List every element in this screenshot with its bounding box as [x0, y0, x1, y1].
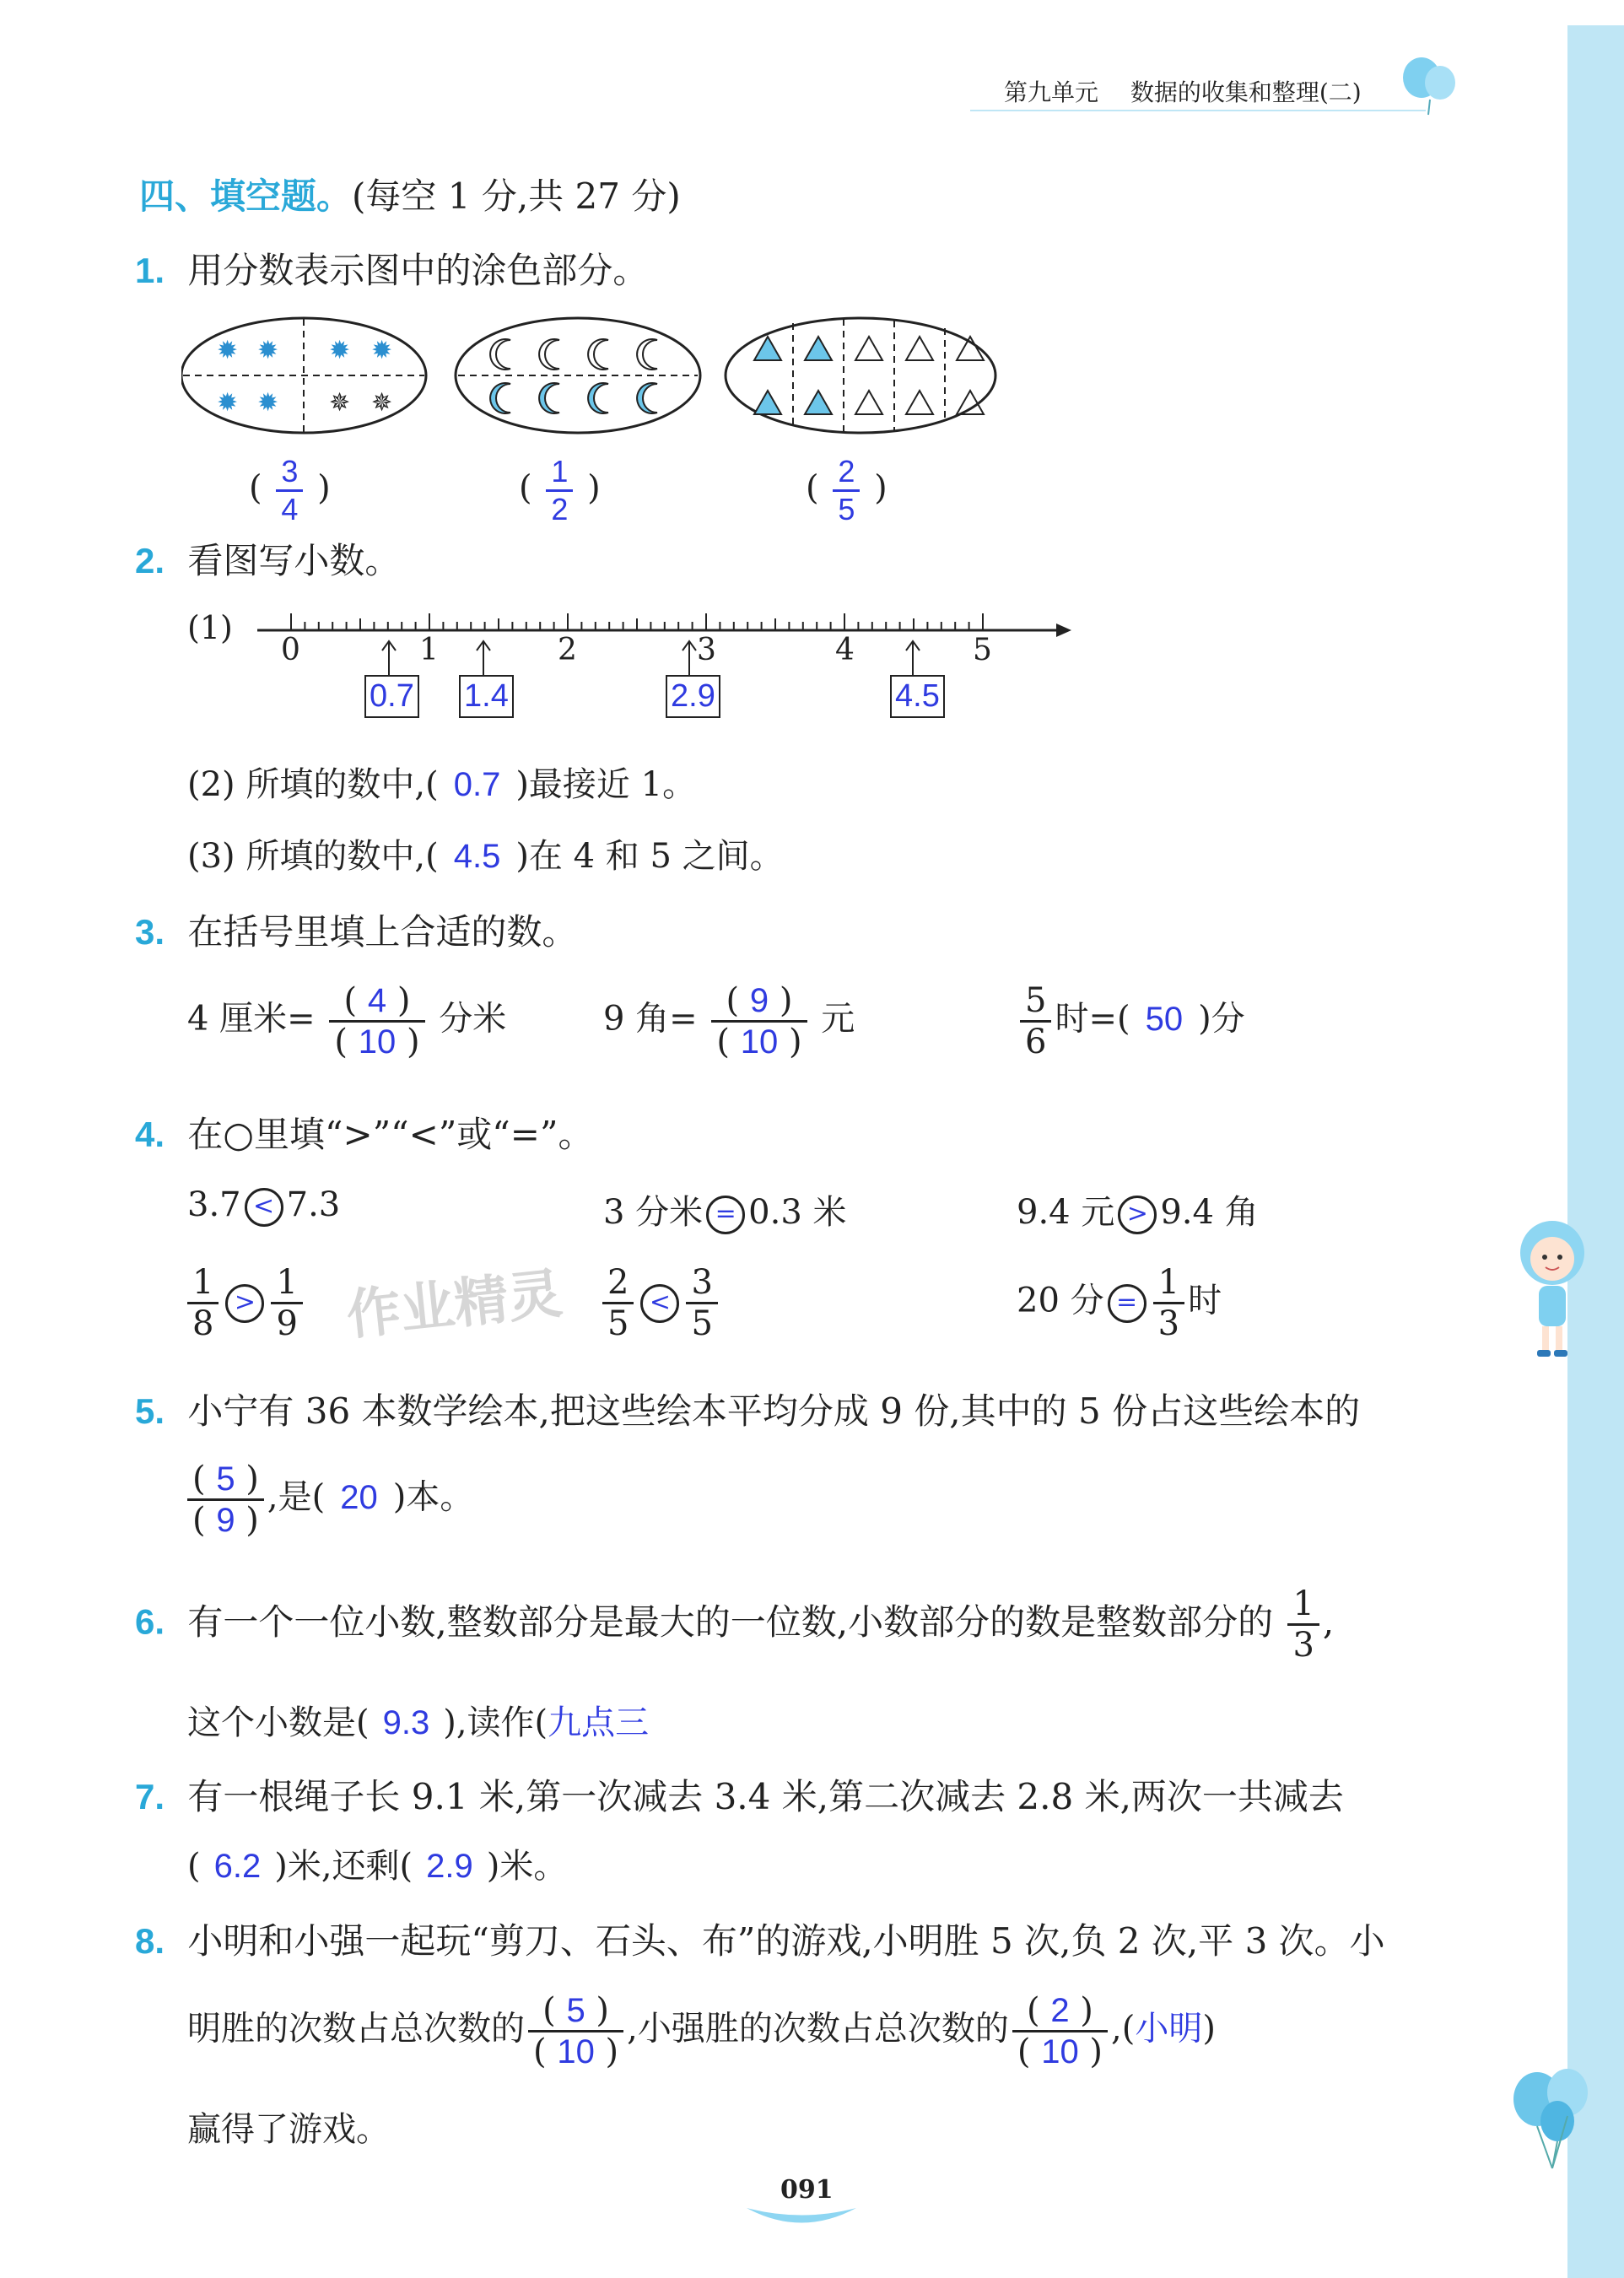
q3-item-c — [1017, 981, 1245, 1061]
question-text: 有一个一位小数,整数部分是最大的一位数,小数部分的数是整数部分的 — [187, 1601, 1274, 1643]
section-title: 四、填空题。 — [139, 175, 353, 217]
question-5 — [135, 1384, 1360, 1434]
q2-part-3-prefix: (3) 所填的数中,( — [187, 837, 439, 876]
svg-text:✵: ✵ — [371, 388, 393, 418]
q3-b-numerator: 9 — [749, 982, 769, 1019]
q1-figures — [181, 316, 1008, 451]
q5-numerator: 5 — [216, 1460, 235, 1498]
q3-item-a — [187, 981, 506, 1061]
tick-label-5: 5 — [973, 633, 992, 667]
fraction-denominator: 5 — [838, 492, 855, 526]
fraction-denominator: 2 — [551, 492, 569, 526]
fraction-denominator: 4 — [281, 492, 299, 526]
fraction-numerator: 1 — [546, 454, 573, 492]
compare-circle: = — [706, 1196, 745, 1234]
question-number: 2. — [135, 541, 165, 580]
svg-text:✵: ✵ — [329, 388, 351, 418]
question-text: 有一根绳子长 9.1 米,第一次减去 3.4 米,第二次减去 2.8 米,两次一共减去 — [187, 1776, 1344, 1817]
q6-answer-number: 9.3 — [382, 1704, 430, 1741]
q8-numerator-1: 5 — [566, 1992, 585, 2029]
question-7 — [135, 1769, 1344, 1820]
question-text: 看图写小数。 — [187, 540, 401, 581]
q3-a-suffix: 分米 — [439, 999, 507, 1039]
q4-right-value: 0.3 米 — [748, 1193, 847, 1232]
q1-answer-3: ( $\frac{2}{5}$ ) — [806, 454, 888, 526]
fraction-denominator: 3 — [1292, 1626, 1314, 1665]
balloon-icon — [1396, 51, 1464, 118]
q2-part-3 — [187, 829, 784, 877]
fraction-denominator: 9 — [276, 1304, 298, 1343]
q4-left-value: 3.7 — [187, 1185, 241, 1224]
q6-answer-reading: 九点三 — [548, 1703, 650, 1742]
compare-circle: < — [245, 1188, 283, 1227]
q8-answer: 小明 — [1135, 2009, 1203, 2049]
question-6 — [135, 1584, 1334, 1665]
tick-label-0: 0 — [281, 633, 300, 667]
answer-box-4: 4.5 — [890, 675, 945, 718]
q6-middle: ),读作( — [443, 1703, 548, 1742]
answer-box-1: 0.7 — [364, 675, 419, 718]
answer-box-3: 2.9 — [666, 675, 720, 718]
q8-line-3: 赢得了游戏。 — [187, 2110, 390, 2149]
q4-left-value: 9.4 元 — [1017, 1193, 1115, 1232]
q3-b-denominator: 10 — [740, 1023, 779, 1061]
q2-part-2 — [187, 758, 696, 806]
q2-part-2-answer: 0.7 — [453, 766, 501, 803]
q5-middle: ,是( — [267, 1477, 326, 1517]
q6-comma: , — [1322, 1601, 1335, 1643]
q1-answer-1: ( $\frac{3}{4}$ ) — [249, 454, 331, 526]
question-3 — [135, 904, 577, 955]
q4-row2-a — [184, 1263, 306, 1343]
star-ellipse — [181, 318, 426, 433]
q8-answer-close: ) — [1202, 2009, 1216, 2049]
fraction-denominator: ( 10 ) — [716, 1023, 802, 1061]
svg-text:✹: ✹ — [371, 336, 393, 365]
q3-b-suffix: 元 — [821, 999, 855, 1039]
fraction-denominator: ( 10 ) — [533, 2032, 619, 2071]
q4-left-value: 3 分米 — [603, 1193, 704, 1232]
fraction-denominator: ( 10 ) — [1017, 2032, 1103, 2071]
q4-right-value: 9.4 角 — [1160, 1193, 1259, 1232]
question-8 — [135, 1914, 1385, 1964]
question-number: 3. — [135, 912, 165, 952]
q7-answer-2: 2.9 — [426, 1848, 473, 1885]
tick-label-1: 1 — [419, 633, 439, 667]
fraction-numerator: 2 — [602, 1263, 634, 1304]
tick-label-4: 4 — [835, 633, 855, 667]
fraction-numerator: 1 — [187, 1263, 219, 1304]
q4-row1-b — [603, 1185, 847, 1234]
q5-suffix: )本。 — [392, 1477, 474, 1517]
compare-circle: = — [1108, 1284, 1147, 1323]
q3-a-numerator: 4 — [367, 982, 387, 1019]
triangle-ellipse — [726, 318, 995, 433]
balloons-icon — [1502, 2059, 1603, 2177]
q8-line-2 — [187, 1991, 1216, 2071]
q3-a-denominator: 10 — [358, 1023, 397, 1061]
question-text: 小宁有 36 本数学绘本,把这些绘本平均分成 9 份,其中的 5 份占这些绘本的 — [187, 1390, 1361, 1432]
question-1 — [135, 243, 648, 294]
q4-row2-c — [1017, 1263, 1222, 1343]
fraction-denominator: ( 10 ) — [334, 1023, 420, 1061]
header — [1004, 74, 1362, 108]
q5-answer: 20 — [340, 1478, 378, 1516]
header-unit: 第九单元 — [1004, 78, 1099, 106]
q8-denominator-2: 10 — [1041, 2033, 1079, 2070]
fraction-numerator: 5 — [1020, 981, 1051, 1023]
question-number: 6. — [135, 1601, 165, 1642]
fraction-numerator: ( 9 ) — [711, 981, 807, 1023]
q4-left-value: 20 分 — [1017, 1281, 1104, 1320]
q7-middle: )米,还剩( — [274, 1847, 413, 1886]
question-text: 在括号里填上合适的数。 — [187, 911, 578, 953]
tick-label-3: 3 — [697, 633, 716, 667]
q5-denominator: 9 — [216, 1502, 235, 1539]
compare-circle: > — [1118, 1196, 1157, 1234]
q8-denominator-1: 10 — [557, 2033, 595, 2070]
compare-circle: > — [225, 1284, 264, 1323]
q7-prefix: ( — [187, 1847, 201, 1886]
fraction-numerator: 2 — [833, 454, 860, 492]
fraction-denominator: 8 — [192, 1304, 214, 1343]
fraction-numerator: 3 — [276, 454, 303, 492]
q2-part-2-suffix: )最接近 1。 — [515, 765, 697, 804]
q3-c-suffix: )分 — [1198, 999, 1245, 1039]
q4-row2-b — [599, 1263, 721, 1343]
question-number: 7. — [135, 1777, 165, 1816]
q3-b-prefix: 9 角= — [603, 999, 698, 1039]
q4-row1-a — [187, 1185, 340, 1227]
q4-right-value: 时 — [1188, 1281, 1222, 1320]
fraction-numerator: 3 — [686, 1263, 717, 1304]
q2-part-3-answer: 4.5 — [453, 838, 501, 875]
question-text: 在○里填“>”“<”或“=”。 — [187, 1114, 594, 1155]
page-number-ornament — [742, 2204, 861, 2229]
section-note: (每空 1 分,共 27 分) — [352, 175, 681, 217]
fraction-denominator: 6 — [1025, 1023, 1047, 1061]
header-rule — [970, 110, 1426, 111]
fraction-numerator: 1 — [271, 1263, 302, 1304]
q5-line-2 — [184, 1460, 473, 1540]
fraction-denominator: 5 — [691, 1304, 713, 1343]
fraction-numerator: 1 — [1153, 1263, 1184, 1304]
header-title: 数据的收集和整理(二) — [1130, 78, 1362, 106]
question-4 — [135, 1107, 593, 1158]
q3-a-prefix: 4 厘米= — [187, 999, 316, 1039]
fraction-numerator: ( 2 ) — [1012, 1991, 1108, 2032]
question-text: 用分数表示图中的涂色部分。 — [187, 250, 649, 291]
q4-right-value: 7.3 — [286, 1185, 341, 1224]
q8-numerator-2: 2 — [1050, 1992, 1070, 2029]
q8-prefix: 明胜的次数占总次数的 — [187, 2009, 525, 2049]
q2-part-3-suffix: )在 4 和 5 之间。 — [515, 837, 784, 876]
fraction-numerator: ( 5 ) — [528, 1991, 623, 2032]
q1-answer-2: ( $\frac{1}{2}$ ) — [519, 454, 601, 526]
compare-circle: < — [640, 1284, 679, 1323]
question-text: 小明和小强一起玩“剪刀、石头、布”的游戏,小明胜 5 次,负 2 次,平 3 次。小 — [187, 1920, 1385, 1962]
q3-c-answer: 50 — [1145, 1000, 1184, 1038]
q7-answer-1: 6.2 — [213, 1848, 262, 1885]
svg-text:✹: ✹ — [217, 388, 239, 418]
q2-part-1-label: (1) — [187, 609, 233, 646]
svg-text:✹: ✹ — [257, 336, 279, 365]
page-number: 091 — [780, 2175, 834, 2205]
fraction-denominator: 5 — [607, 1304, 629, 1343]
question-2 — [135, 533, 400, 584]
fraction-denominator: ( 9 ) — [192, 1501, 259, 1540]
svg-text:✹: ✹ — [217, 336, 239, 365]
q6-line-2 — [187, 1696, 649, 1744]
section-heading — [139, 169, 681, 219]
q3-item-b — [603, 981, 855, 1061]
watermark: 作业精灵 — [343, 1262, 565, 1348]
fraction-numerator: 1 — [1287, 1584, 1319, 1626]
q6-prefix: 这个小数是( — [187, 1703, 370, 1742]
question-number: 4. — [135, 1115, 165, 1154]
fraction-numerator: ( 4 ) — [329, 981, 424, 1023]
question-number: 8. — [135, 1921, 165, 1961]
fraction-numerator: ( 5 ) — [187, 1460, 264, 1501]
cartoon-girl-icon — [1510, 1215, 1594, 1363]
answer-box-2: 1.4 — [459, 675, 514, 718]
fraction-denominator: 3 — [1157, 1304, 1180, 1343]
page-sidebar-decoration — [1567, 25, 1624, 2278]
moon-ellipse — [456, 318, 700, 433]
svg-text:✹: ✹ — [329, 336, 351, 365]
q8-middle: ,小强胜的次数占总次数的 — [627, 2009, 1009, 2049]
tick-label-2: 2 — [558, 633, 577, 667]
question-number: 5. — [135, 1391, 165, 1431]
q7-line-2 — [187, 1839, 567, 1887]
q3-c-middle: 时=( — [1055, 999, 1130, 1039]
q2-part-2-prefix: (2) 所填的数中,( — [187, 765, 439, 804]
q4-row1-c — [1017, 1185, 1259, 1234]
svg-text:✹: ✹ — [257, 388, 279, 418]
q8-answer-open: ,( — [1111, 2009, 1136, 2049]
q7-suffix: )米。 — [486, 1847, 568, 1886]
question-number: 1. — [135, 251, 165, 290]
